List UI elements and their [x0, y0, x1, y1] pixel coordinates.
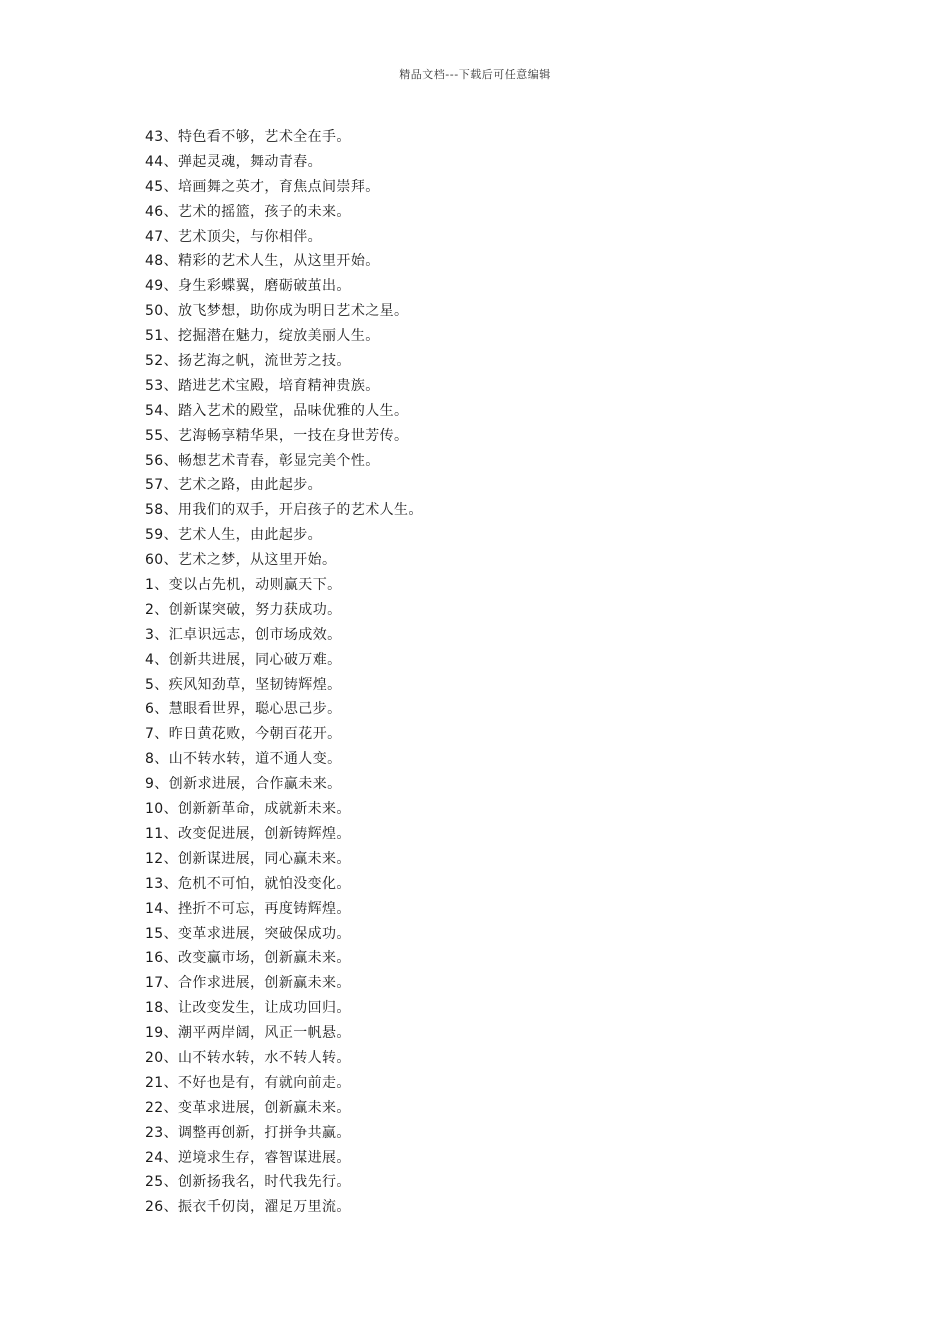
list-item: 16、改变赢市场，创新赢未来。	[145, 950, 351, 967]
slogan-list	[145, 125, 423, 1220]
list-item: 4、创新共进展，同心破万难。	[145, 651, 342, 668]
list-item: 6、慧眼看世界，聪心思己步。	[145, 701, 342, 718]
list-item: 5、疾风知劲草，坚韧铸辉煌。	[145, 676, 342, 693]
list-item: 45、培画舞之英才，育焦点间崇拜。	[145, 178, 380, 195]
page-header: 精品文档---下载后可任意编辑	[399, 68, 551, 81]
list-item: 21、不好也是有，有就向前走。	[145, 1074, 351, 1091]
list-item: 55、艺海畅享精华果，一技在身世芳传。	[145, 427, 409, 444]
list-item: 8、山不转水转，道不通人变。	[145, 751, 342, 768]
list-item: 23、调整再创新，打拼争共赢。	[145, 1124, 351, 1141]
list-item: 20、山不转水转，水不转人转。	[145, 1049, 351, 1066]
list-item: 26、振衣千仞岗，濯足万里流。	[145, 1199, 351, 1216]
list-item: 53、踏进艺术宝殿，培育精神贵族。	[145, 377, 380, 394]
list-item: 2、创新谋突破，努力获成功。	[145, 601, 342, 618]
list-item: 25、创新扬我名，时代我先行。	[145, 1174, 351, 1191]
list-item: 10、创新新革命，成就新未来。	[145, 801, 351, 818]
list-item: 49、身生彩蝶翼，磨砺破茧出。	[145, 278, 351, 295]
list-item: 47、艺术顶尖，与你相伴。	[145, 228, 323, 245]
list-item: 22、变革求进展，创新赢未来。	[145, 1099, 351, 1116]
list-item: 13、危机不可怕，就怕没变化。	[145, 875, 351, 892]
list-item: 19、潮平两岸阔，风正一帆悬。	[145, 1025, 351, 1042]
list-item: 60、艺术之梦，从这里开始。	[145, 552, 337, 569]
list-item: 52、扬艺海之帆，流世芳之技。	[145, 353, 351, 370]
list-item: 58、用我们的双手，开启孩子的艺术人生。	[145, 502, 423, 519]
list-item: 51、挖掘潜在魅力，绽放美丽人生。	[145, 328, 380, 345]
list-item: 11、改变促进展，创新铸辉煌。	[145, 825, 351, 842]
list-item: 46、艺术的摇篮，孩子的未来。	[145, 203, 351, 220]
list-item: 9、创新求进展，合作赢未来。	[145, 776, 342, 793]
list-item: 56、畅想艺术青春，彰显完美个性。	[145, 452, 380, 469]
list-item: 18、让改变发生，让成功回归。	[145, 1000, 351, 1017]
list-item: 17、合作求进展，创新赢未来。	[145, 975, 351, 992]
list-item: 12、创新谋进展，同心赢未来。	[145, 850, 351, 867]
list-item: 3、汇卓识远志，创市场成效。	[145, 626, 342, 643]
list-item: 15、变革求进展，突破保成功。	[145, 925, 351, 942]
list-item: 1、变以占先机，动则赢天下。	[145, 577, 342, 594]
list-item: 54、踏入艺术的殿堂，品味优雅的人生。	[145, 402, 409, 419]
list-item: 59、艺术人生，由此起步。	[145, 527, 323, 544]
list-item: 48、精彩的艺术人生，从这里开始。	[145, 253, 380, 270]
list-item: 43、特色看不够，艺术全在手。	[145, 129, 351, 145]
list-item: 50、放飞梦想，助你成为明日艺术之星。	[145, 303, 409, 320]
list-item: 24、逆境求生存，睿智谋进展。	[145, 1149, 351, 1166]
list-item: 7、昨日黄花败，今朝百花开。	[145, 726, 342, 743]
list-item: 57、艺术之路，由此起步。	[145, 477, 323, 494]
list-item: 14、挫折不可忘，再度铸辉煌。	[145, 900, 351, 917]
list-item: 44、弹起灵魂，舞动青春。	[145, 153, 323, 170]
